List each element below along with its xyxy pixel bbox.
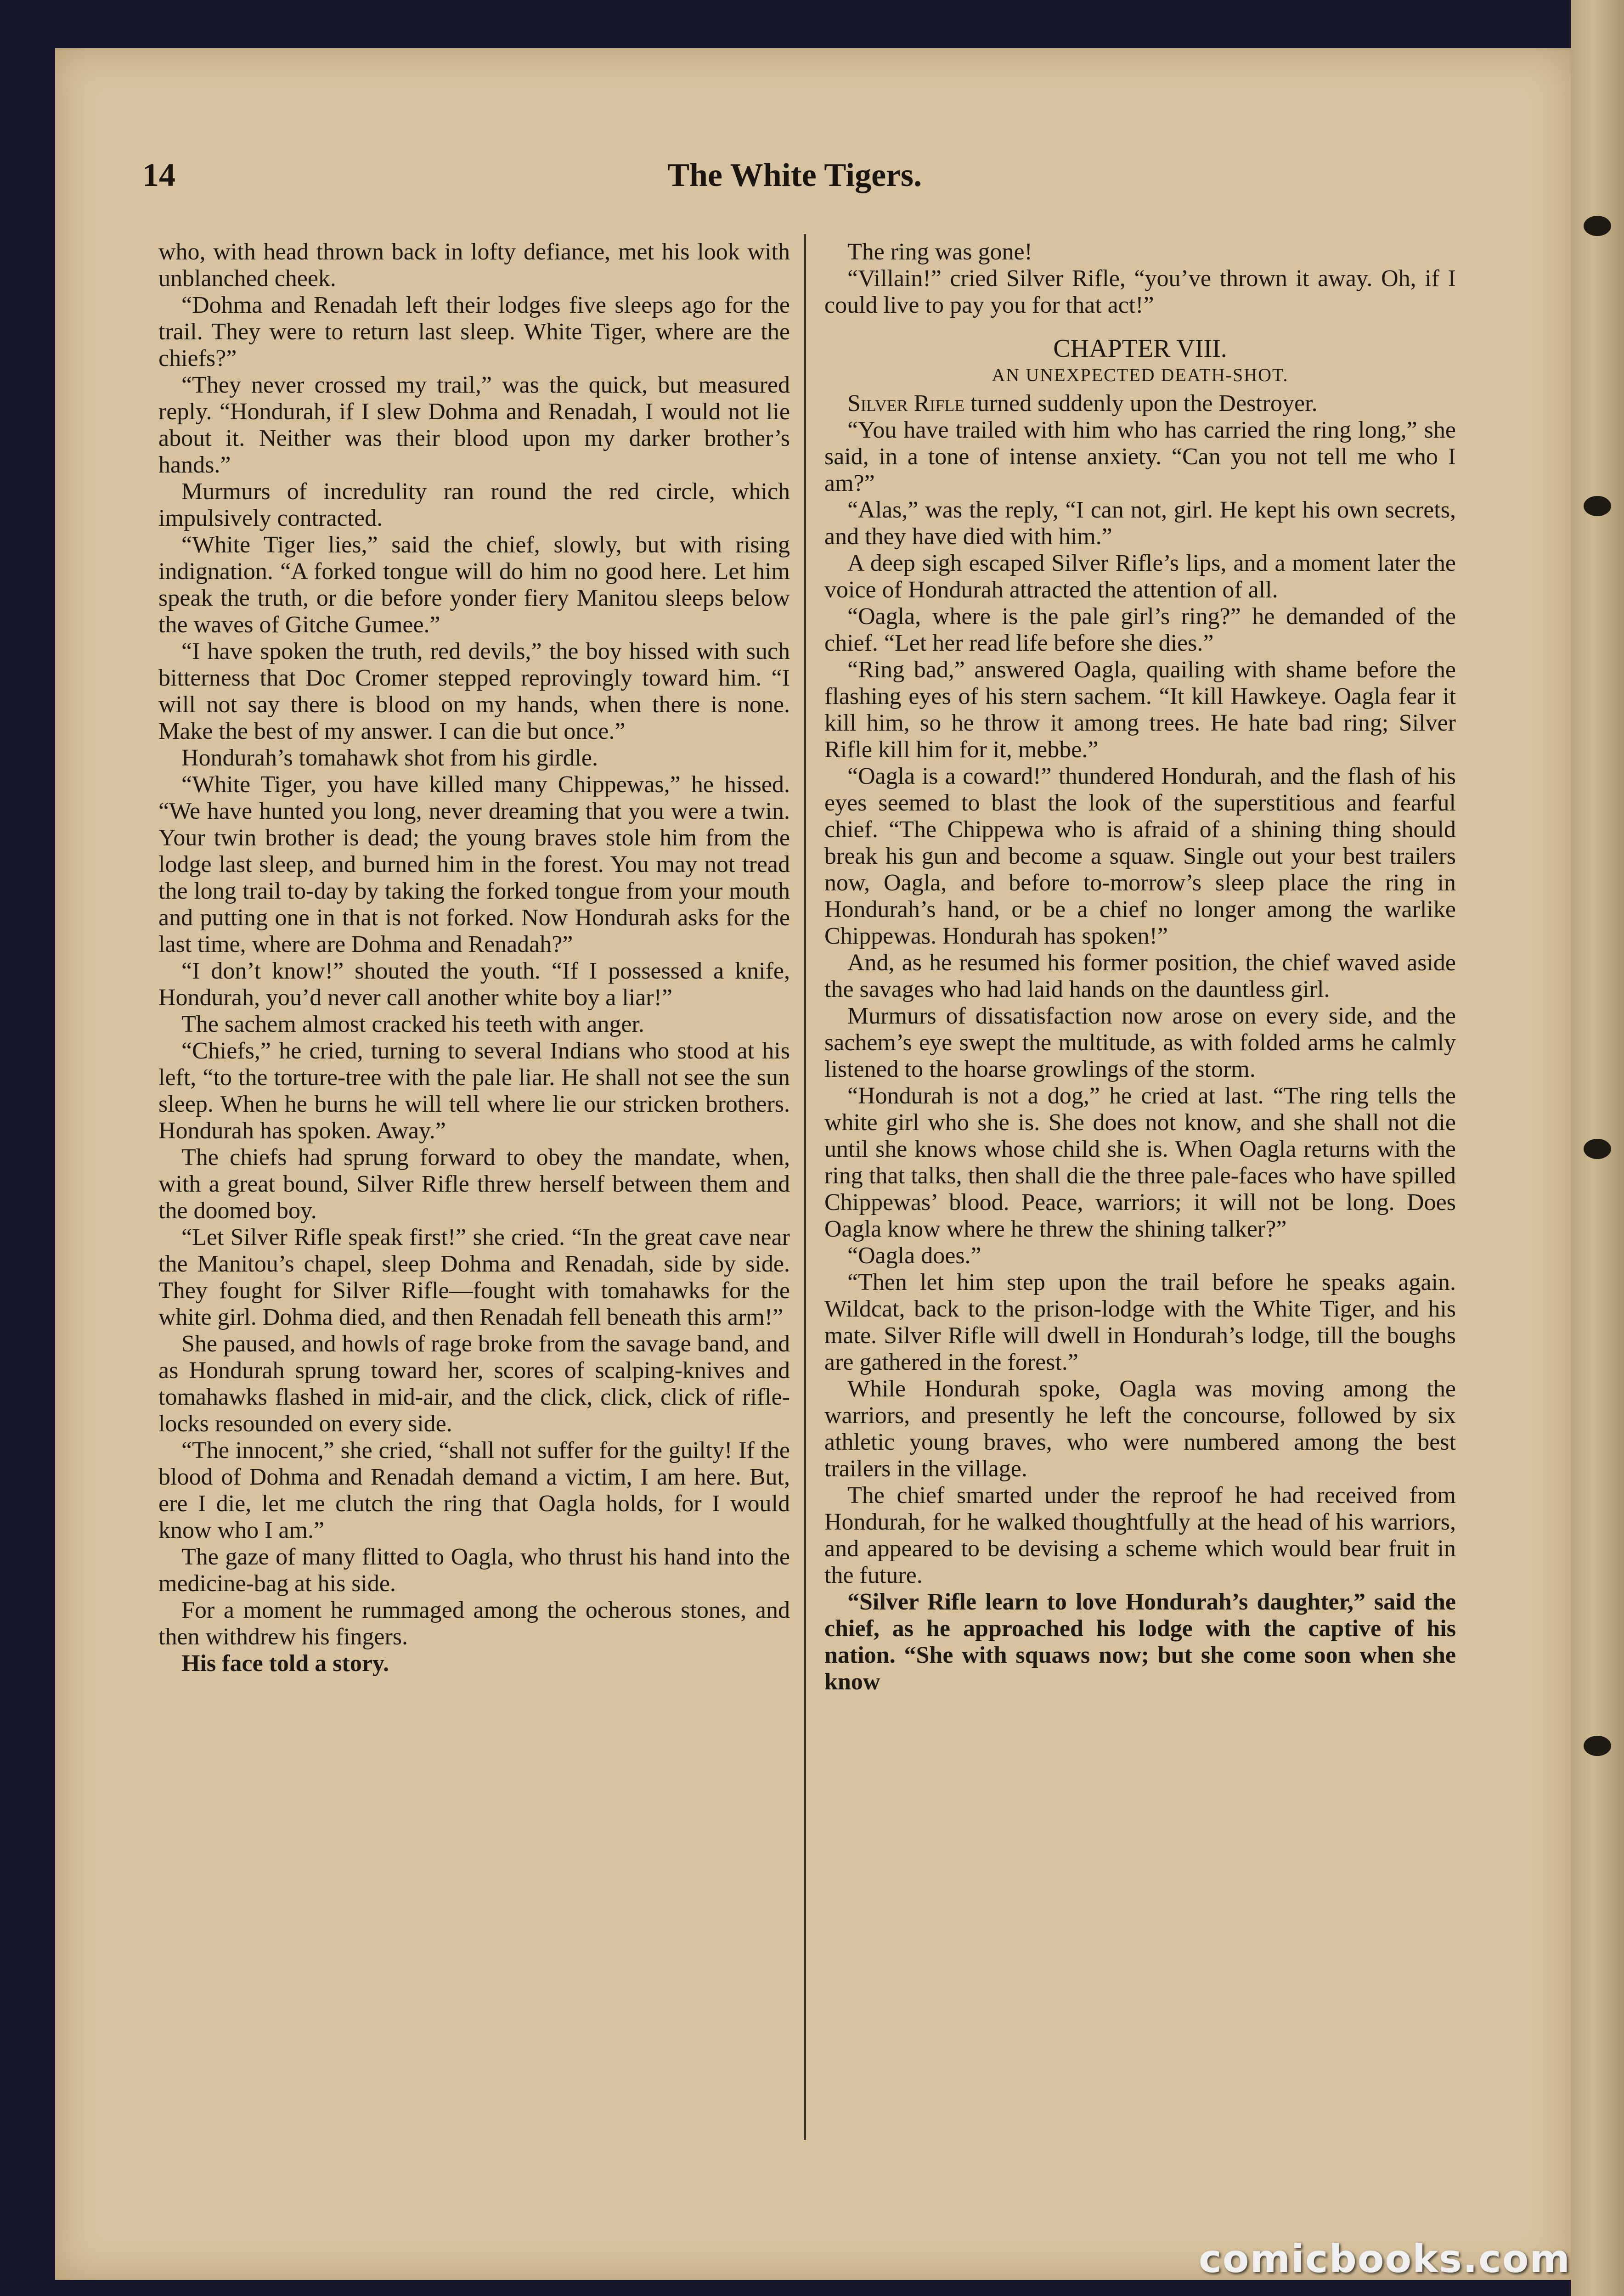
opening-smallcaps: Silver Rifle bbox=[847, 390, 965, 416]
paragraph: who, with head thrown back in lofty defiance, met his look with unblanched cheek. bbox=[158, 239, 790, 292]
paragraph: “Hondurah is not a dog,” he cried at last. “The ring tells the white girl who she is. She does not know, and she shall not die until she knows whose child she is. When Oagla returns with the ring that talks, then shall die the three pale-faces who have spilled Chippewas’ blood. Peace, warriors; it will not be long. Does Oagla know where he threw the shining talker?” bbox=[824, 1083, 1456, 1242]
paragraph: The ring was gone! bbox=[847, 239, 1032, 265]
binding-edge bbox=[1571, 0, 1624, 2296]
paragraph: A deep sigh escaped Silver Rifle’s lips, and a moment later the voice of Hondurah attracted the attention of all. bbox=[824, 550, 1456, 603]
paragraph: “I have spoken the truth, red devils,” the boy hissed with such bitterness that Doc Cromer stepped reprovingly toward him. “I will not say there is blood on my hands, when there is none. Make the best of my answer. I can die but once.” bbox=[158, 638, 790, 744]
watermark: comicbooks.com bbox=[1199, 2236, 1571, 2281]
paragraph-emphasis: His face told a story. bbox=[181, 1650, 389, 1677]
paragraph: “Villain!” cried Silver Rifle, “you’ve thrown it away. Oh, if I could live to pay you for that act!” bbox=[824, 265, 1456, 318]
page-number: 14 bbox=[142, 157, 175, 193]
paragraph: “They never crossed my trail,” was the quick, but measured reply. “Hondurah, if I slew Dohma and Renadah, I would not lie about it. Neither was their blood upon my darker brother’s hands.” bbox=[158, 372, 790, 478]
chapter-heading: CHAPTER VIII. bbox=[1053, 334, 1227, 363]
paragraph: For a moment he rummaged among the ocherous stones, and then withdrew his fingers. bbox=[158, 1597, 790, 1650]
column-divider bbox=[804, 234, 806, 2140]
paragraph: “Chiefs,” he cried, turning to several Indians who stood at his left, “to the torture-tree with the pale liar. He shall not see the sun sleep. When he burns he will tell where lie our stricken brothers. Hondurah has spoken. Away.” bbox=[158, 1038, 790, 1144]
opening-rest: turned suddenly upon the Destroyer. bbox=[964, 390, 1318, 416]
paragraph: She paused, and howls of rage broke from the savage band, and as Hondurah sprung toward her, scores of scalping-knives and tomahawks flashed in mid-air, and the click, click, click of rifle-locks resounded on every side. bbox=[158, 1331, 790, 1437]
paragraph: Murmurs of dissatisfaction now arose on every side, and the sachem’s eye swept the multitude, as with folded arms he calmly listened to the hoarse growlings of the storm. bbox=[824, 1003, 1456, 1082]
paragraph: The gaze of many flitted to Oagla, who thrust his hand into the medicine-bag at his side. bbox=[158, 1544, 790, 1597]
paragraph: “I don’t know!” shouted the youth. “If I possessed a knife, Hondurah, you’d never call another white boy a liar!” bbox=[158, 958, 790, 1011]
paragraph: “Ring bad,” answered Oagla, quailing with shame before the flashing eyes of his stern sachem. “It kill Hawkeye. Oagla fear it kill him, so he throw it among trees. He hate bad ring; Silver Rifle kill him for it, mebbe.” bbox=[824, 657, 1456, 763]
paragraph: The chief smarted under the reproof he had received from Hondurah, for he walked thoughtfully at the head of his warriors, and appeared to be devising a scheme which would bear fruit in the future. bbox=[824, 1482, 1456, 1588]
paragraph: “The innocent,” she cried, “shall not suffer for the guilty! If the blood of Dohma and Renadah demand a victim, I am here. But, ere I die, let me clutch the ring that Oagla holds, for I would know who I am.” bbox=[158, 1437, 790, 1543]
paragraph: “Then let him step upon the trail before he speaks again. Wildcat, back to the prison-lodge with the White Tiger, and his mate. Silver Rifle will dwell in Hondurah’s lodge, till the boughs are gathered in the forest.” bbox=[824, 1269, 1456, 1375]
paragraph: “Oagla, where is the pale girl’s ring?” he demanded of the chief. “Let her read life before she dies.” bbox=[824, 603, 1456, 656]
paragraph: “Dohma and Renadah left their lodges five sleeps ago for the trail. They were to return last sleep. White Tiger, where are the chiefs?” bbox=[158, 292, 790, 371]
paragraph: The chiefs had sprung forward to obey the mandate, when, with a great bound, Silver Rifle threw herself between them and the doomed boy. bbox=[158, 1144, 790, 1224]
chapter-subtitle: AN UNEXPECTED DEATH-SHOT. bbox=[992, 365, 1289, 385]
chapter-opening bbox=[824, 390, 1456, 417]
paragraph: Hondurah’s tomahawk shot from his girdle. bbox=[181, 745, 598, 771]
paragraph: “Let Silver Rifle speak first!” she cried. “In the great cave near the Manitou’s chapel, sleep Dohma and Renadah, side by side. They fought for Silver Rifle—fought with tomahawks for the white girl. Dohma died, and then Renadah fell beneath this arm!” bbox=[158, 1224, 790, 1330]
paragraph: “Alas,” was the reply, “I can not, girl. He kept his own secrets, and they have died with him.” bbox=[824, 497, 1456, 550]
paragraph: While Hondurah spoke, Oagla was moving among the warriors, and presently he left the concourse, followed by six athletic young braves, who were numbered among the best trailers in the village. bbox=[824, 1376, 1456, 1482]
paragraph: “Oagla does.” bbox=[847, 1243, 981, 1269]
right-column bbox=[824, 239, 1456, 2186]
paragraph: Murmurs of incredulity ran round the red circle, which impulsively contracted. bbox=[158, 478, 790, 531]
running-head bbox=[142, 156, 1447, 211]
paragraph: “Silver Rifle learn to love Hondurah’s daughter,” said the chief, as he approached his lodge with the captive of his nation. “She with squaws now; but she come soon when she know bbox=[824, 1589, 1456, 1695]
paragraph: The sachem almost cracked his teeth with anger. bbox=[181, 1011, 644, 1037]
running-title: The White Tigers. bbox=[667, 157, 922, 193]
paragraph: “White Tiger, you have killed many Chippewas,” he hissed. “We have hunted you long, never dreaming that you were a twin. Your twin brother is dead; the young braves stole him from the lodge last sleep, and burned him in the forest. You may not tread the long trail to-day by taking the forked tongue from your mouth and putting one in that is not forked. Now Hondurah asks for the last time, where are Dohma and Renadah?” bbox=[158, 771, 790, 957]
paragraph: And, as he resumed his former position, the chief waved aside the savages who had laid hands on the dauntless girl. bbox=[824, 950, 1456, 1002]
paragraph: “Oagla is a coward!” thundered Hondurah, and the flash of his eyes seemed to blast the look of the superstitious and fearful chief. “The Chippewa who is afraid of a shining thing should break his gun and become a squaw. Single out your best trailers now, Oagla, and before to-morrow’s sleep place the ring in Hondurah’s hand, or be a chief no longer among the warlike Chippewas. Hondurah has spoken!” bbox=[824, 763, 1456, 949]
paragraph: “White Tiger lies,” said the chief, slowly, but with rising indignation. “A forked tongue will do him no good here. Let him speak the truth, or die before yonder fiery Manitou sleeps below the waves of Gitche Gumee.” bbox=[158, 532, 790, 638]
left-column bbox=[158, 239, 790, 2186]
paragraph: “You have trailed with him who has carried the ring long,” she said, in a tone of intense anxiety. “Can you not tell me who I am?” bbox=[824, 417, 1456, 496]
